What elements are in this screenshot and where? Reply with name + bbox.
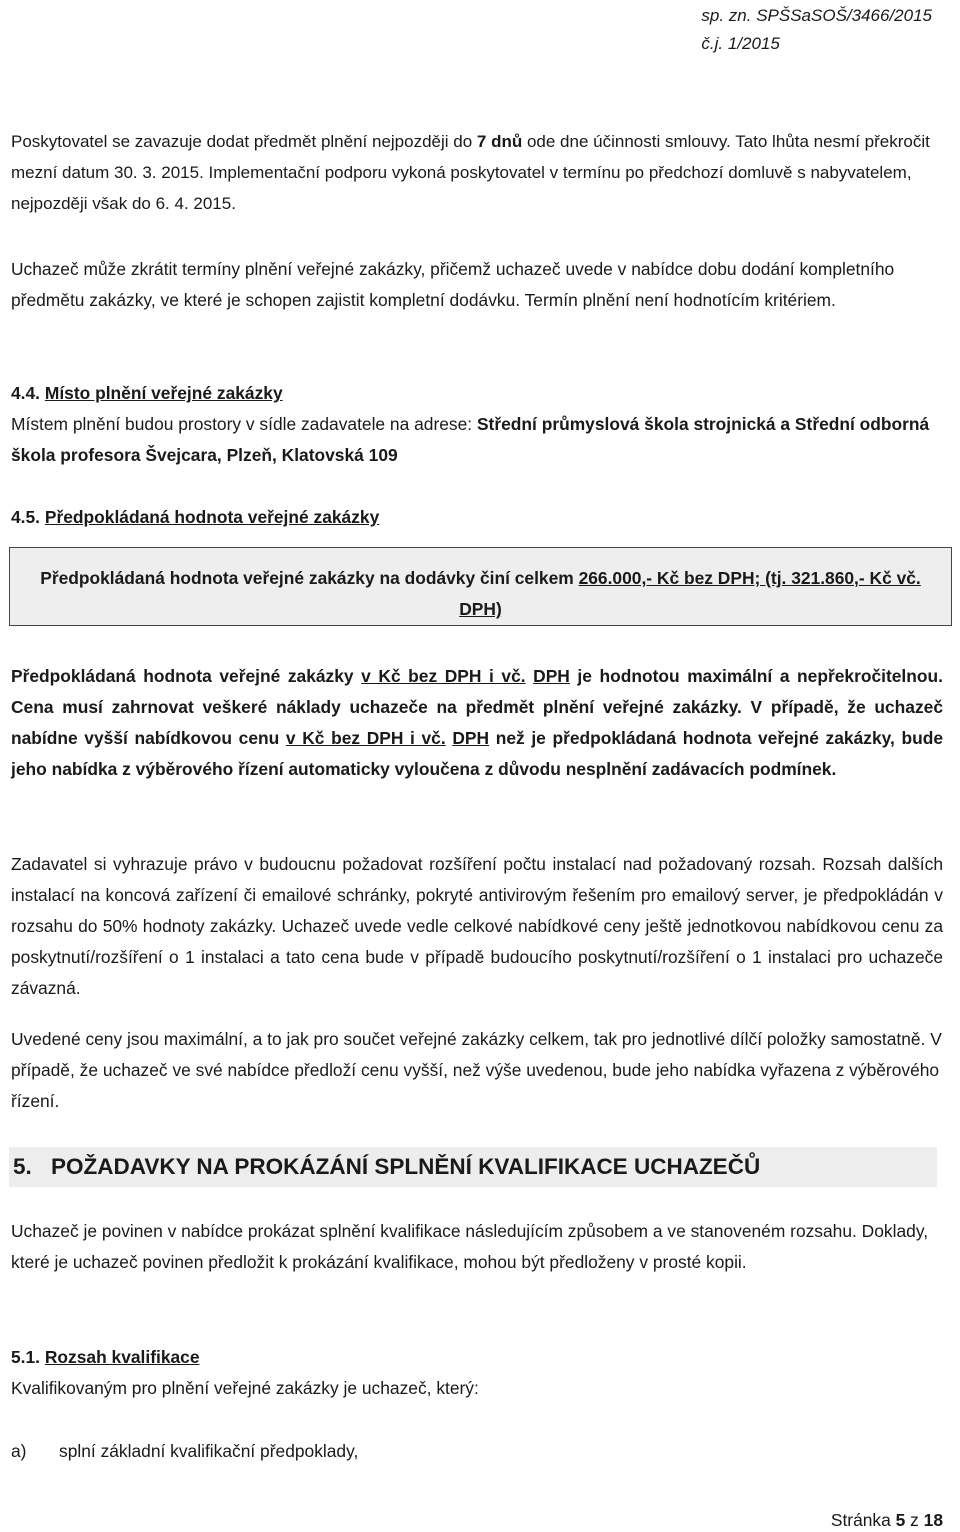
section-4-5-heading: 4.5. Předpokládaná hodnota veřejné zakázky (11, 507, 380, 527)
list-text: splní základní kvalifikační předpoklady, (59, 1441, 359, 1461)
current-page: 5 (895, 1510, 906, 1530)
page-footer: Stránka 5 z 18 (830, 1510, 943, 1530)
paragraph-maximum-prices: Uvedené ceny jsou maximální, a to jak pro součet veřejné zakázky celkem, tak pro jednotlivé dílčí položky samostatně. V případě, že uchazeč ve své nabídce předloží cenu vyšší, než výše uvedenou, bude jeho nabídka vyřazena z výběrového řízení. (11, 1029, 942, 1111)
address: Střední průmyslová škola strojnická a Střední odborná škola profesora Švejcara, Plzeň, Klatovská 109 (11, 414, 930, 465)
section-4-4 (11, 378, 943, 471)
total-pages: 18 (923, 1510, 943, 1530)
section-body: Místem plnění budou prostory v sídle zadavatele na adrese: Střední průmyslová škola strojnická a Střední odborná škola profesora Švejcara, Plzeň, Klatovská 109 (11, 414, 930, 465)
reference-header (701, 2, 932, 58)
paragraph-delivery: Poskytovatel se zavazuje dodat předmět plnění nejpozději do 7 dnů ode dne účinnosti smlouvy. Tato lhůta nesmí překročit mezní datum 30. 3. 2015. Implementační podporu vykoná poskytovatel v termínu po předchozí domluvě s nabyvatelem, nejpozději však do 6. 4. 2015. (11, 132, 930, 213)
paragraph-max-value: Předpokládaná hodnota veřejné zakázky v Kč bez DPH i vč. DPH je hodnotou maximální a nepřekročitelnou. Cena musí zahrnovat veškeré náklady uchazeče na předmět plnění veřejné zakázky. V případě, že uchazeč nabídne vyšší nabídkovou cenu v Kč bez DPH i vč. DPH než je předpokládaná hodnota veřejné zakázky, bude jeho nabídka z výběrového řízení automaticky vyloučena z důvodu nesplnění zadávacích podmínek. (11, 666, 944, 779)
reference-cj: č.j. 1/2015 (701, 34, 780, 53)
section-heading: 4.4. Místo plnění veřejné zakázky (11, 383, 283, 403)
estimated-value-amount: 266.000,- Kč bez DPH; (tj. 321.860,- Kč vč. DPH) (459, 568, 921, 619)
section-heading: 5.1. Rozsah kvalifikace (11, 1347, 200, 1367)
section-5-1 (11, 1342, 943, 1404)
reference-number: sp. zn. SPŠSaSOŠ/3466/2015 (701, 6, 932, 25)
section-5-title: POŽADAVKY NA PROKÁZÁNÍ SPLNĚNÍ KVALIFIKACE UCHAZEČŮ (51, 1154, 761, 1179)
list-item (11, 1436, 358, 1467)
paragraph-qualification: Uchazeč je povinen v nabídce prokázat splnění kvalifikace následujícím způsobem a ve stanoveném rozsahu. Doklady, které je uchazeč povinen předložit k prokázání kvalifikace, mohou být předloženy v prosté kopii. (11, 1221, 929, 1272)
list-marker: a) (11, 1441, 27, 1461)
section-5-heading: 5. POŽADAVKY NA PROKÁZÁNÍ SPLNĚNÍ KVALIFIKACE UCHAZEČŮ (9, 1147, 937, 1187)
paragraph-extension: Zadavatel si vyhrazuje právo v budoucnu požadovat rozšíření počtu instalací nad požadovaný rozsah. Rozsah dalších instalací na koncová zařízení či emailové schránky, pokryté antivirovým řešením pro emailový server, je předpokládán v rozsahu do 50% hodnoty zakázky. Uchazeč uvede vedle celkové nabídkové ceny ještě jednotkovou nabídkovou cenu za poskytnutí/rozšíření o 1 instalaci a tato cena bude v případě budoucího poskytnutí/rozšíření o 1 instalaci pro uchazeče závazná. (11, 854, 943, 998)
estimated-value-box: Předpokládaná hodnota veřejné zakázky na dodávky činí celkem 266.000,- Kč bez DPH; (tj. 321.860,- Kč vč. DPH) (9, 547, 952, 626)
paragraph-shorten-terms: Uchazeč může zkrátit termíny plnění veřejné zakázky, přičemž uchazeč uvede v nabídce dobu dodání kompletního předmětu zakázky, ve které je schopen zajistit kompletní dodávku. Termín plnění není hodnotícím kritériem. (11, 259, 895, 310)
section-intro: Kvalifikovaným pro plnění veřejné zakázky je uchazeč, který: (11, 1378, 479, 1398)
delivery-days: 7 dnů (476, 132, 523, 151)
